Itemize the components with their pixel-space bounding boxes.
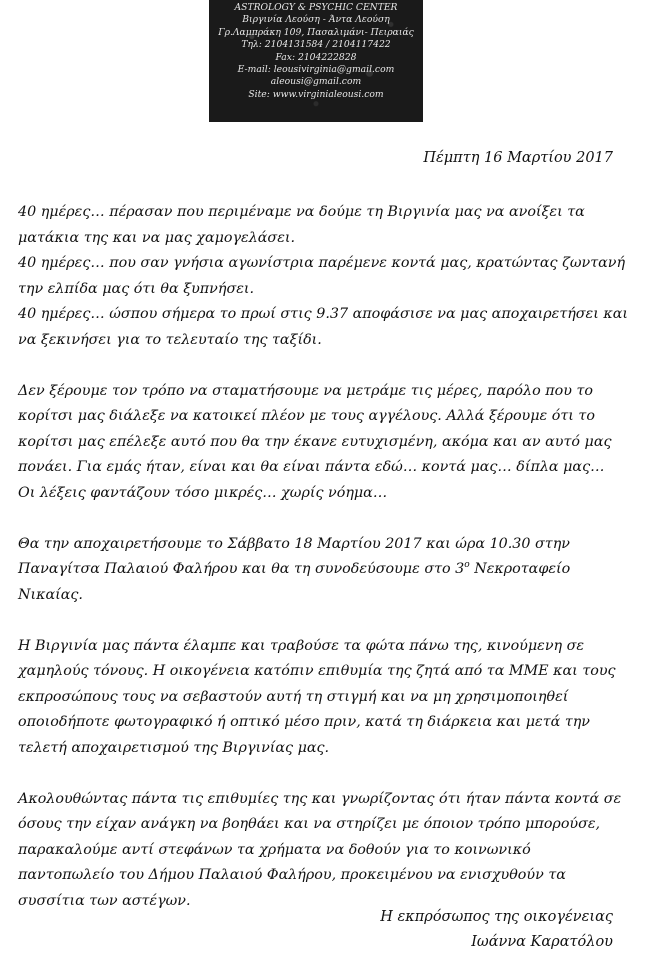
- text-line: χαμηλούς τόνους. Η οικογένεια κατόπιν επιθυμία της ζητά από τα ΜΜΕ και τους: [18, 663, 616, 679]
- text-line: [18, 557, 618, 583]
- letterhead-line: Γρ.Λαμπράκη 109, Πασαλιμάνι- Πειραιάς: [218, 26, 414, 38]
- text-line: Θα την αποχαιρετήσουμε το Σάββατο 18 Μαρτίου 2017 και ώρα 10.30 στην: [18, 535, 570, 552]
- text-line: Η Βιργινία μας πάντα έλαμπε και τραβούσε τα φώτα πάνω της, κινούμενη σε: [18, 637, 585, 654]
- text-fragment: Νεκροταφείο: [469, 561, 571, 577]
- text-line: Δεν ξέρουμε τον τρόπο να σταματήσουμε να μετράμε τις μέρες, παρόλο που το: [18, 382, 593, 399]
- letterhead-line: E-mail: leousivirginia@gmail.com: [237, 64, 395, 76]
- letterhead-line: Site: www.virginialeousi.com: [248, 88, 384, 100]
- text-line: 40 ημέρες… ώσπου σήμερα το πρωί στις 9.37 αποφάσισε να μας αποχαιρετήσει και: [18, 306, 629, 322]
- signature-name: Ιωάννα Καρατόλου: [471, 934, 613, 950]
- text-line: παρακαλούμε αντί στεφάνων τα χρήματα να δοθούν για το κοινωνικό: [18, 841, 531, 858]
- signature-role: Η εκπρόσωπος της οικογένειας: [380, 909, 613, 925]
- text-line: να ξεκινήσει για το τελευταίο της ταξίδι.: [18, 331, 322, 348]
- text-line: συσσίτια των αστέγων.: [18, 892, 191, 909]
- text-line: οποιοδήποτε φωτογραφικό ή οπτικό μέσο πριν, κατά τη διάρκεια και μετά την: [18, 714, 590, 730]
- letterhead-line: Fax: 2104222828: [275, 51, 357, 63]
- letterhead-line: aleousi@gmail.com: [270, 76, 362, 88]
- paragraph: [18, 379, 618, 507]
- letter-date: Πέμπτη 16 Μαρτίου 2017: [423, 150, 613, 166]
- paragraph: [18, 634, 618, 762]
- signature-block: [380, 905, 613, 955]
- text-line: κορίτσι μας επέλεξε αυτό που θα την έκανε ευτυχισμένη, ακόμα και αν αυτό μας: [18, 433, 612, 450]
- text-line: παντοπωλείο του Δήμου Παλαιού Φαλήρου, προκειμένου να ενισχυθούν τα: [18, 867, 566, 883]
- text-line: 40 ημέρες… πέρασαν που περιμέναμε να δούμε τη Βιργινία μας να ανοίξει τα: [18, 204, 585, 220]
- paragraph: [18, 532, 618, 609]
- text-line: εκπροσώπους τους να σεβαστούν αυτή τη στιγμή και να μη χρησιμοποιηθεί: [18, 688, 569, 705]
- text-line: όσους την είχαν ανάγκη να βοηθάει και να στηρίζει με όποιον τρόπο μπορούσε,: [18, 816, 601, 832]
- letterhead-line: ASTROLOGY & PSYCHIC CENTER: [234, 2, 398, 13]
- text-line: Οι λέξεις φαντάζουν τόσο μικρές… χωρίς νόημα…: [18, 484, 388, 501]
- ordinal-superscript: ο: [464, 560, 470, 571]
- letterhead-line: Τηλ: 2104131584 / 2104117422: [241, 39, 391, 51]
- paragraph: [18, 787, 622, 915]
- letterhead-line: Βιργινία Λεούση - Άντα Λεούση: [242, 14, 390, 26]
- text-line: Νικαίας.: [18, 586, 83, 603]
- text-fragment: Παναγίτσα Παλαιού Φαλήρου και θα τη συνοδεύσουμε στο 3: [18, 561, 465, 577]
- letter-body: [18, 200, 629, 940]
- letterhead: [209, 0, 423, 122]
- paragraph: [18, 200, 629, 353]
- text-line: τελετή αποχαιρετισμού της Βιργινίας μας.: [18, 739, 330, 756]
- text-line: ματάκια της και να μας χαμογελάσει.: [18, 229, 296, 246]
- text-line: την ελπίδα μας ότι θα ξυπνήσει.: [18, 280, 255, 297]
- text-line: κορίτσι μας διάλεξε να κατοικεί πλέον με τους αγγέλους. Αλλά ξέρουμε ότι το: [18, 408, 595, 424]
- text-line: πονάει. Για εμάς ήταν, είναι και θα είναι πάντα εδώ… κοντά μας… δίπλα μας…: [18, 459, 605, 475]
- text-line: Ακολουθώντας πάντα τις επιθυμίες της και γνωρίζοντας ότι ήταν πάντα κοντά σε: [18, 790, 622, 807]
- text-line: 40 ημέρες… που σαν γνήσια αγωνίστρια παρέμενε κοντά μας, κρατώντας ζωντανή: [18, 255, 626, 271]
